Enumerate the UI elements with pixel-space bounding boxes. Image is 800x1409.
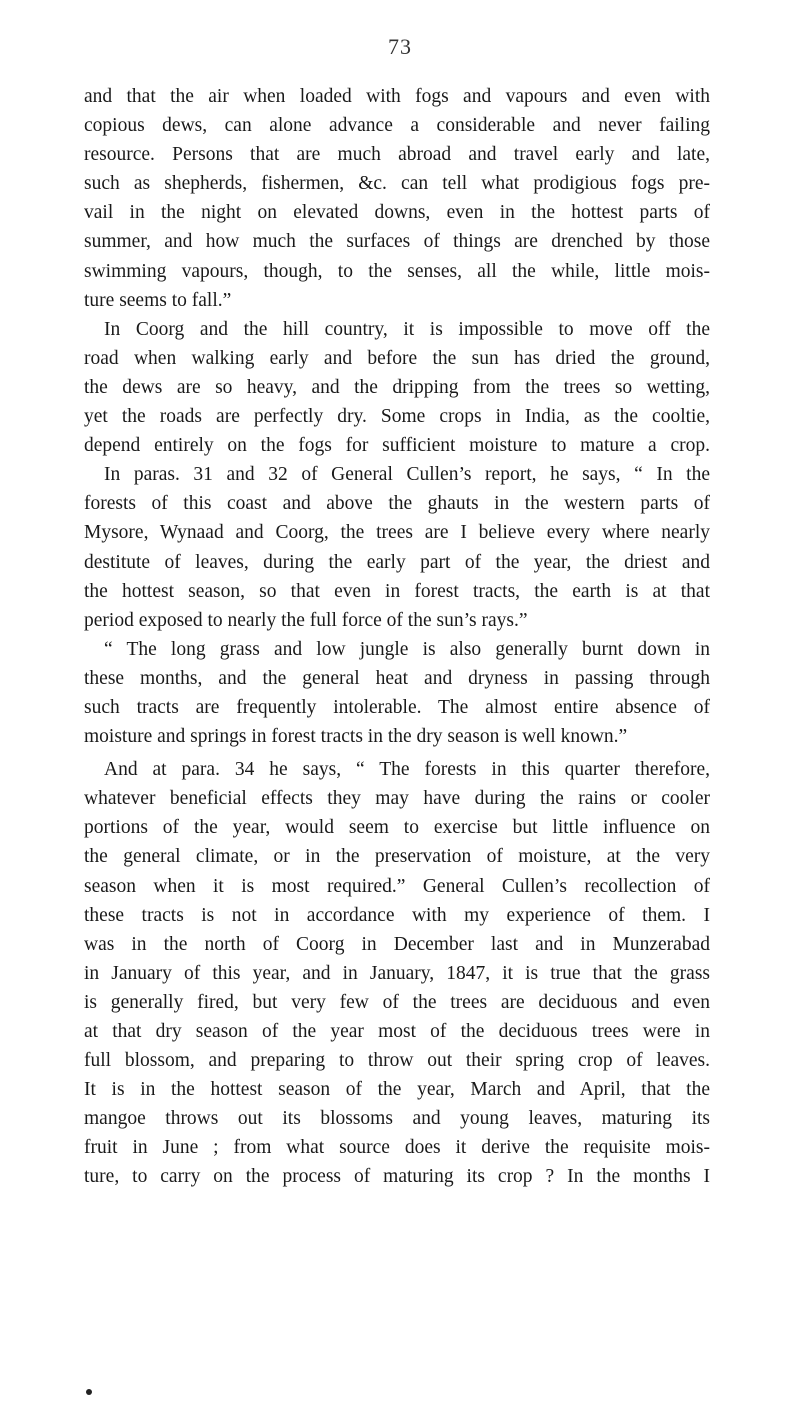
text-line: moisture and springs in forest tracts in the dry season is well known.” — [84, 726, 628, 748]
text-line: “ The long grass and low jungle is also generally burnt down in — [104, 638, 710, 660]
text-line: these months, and the general heat and dryness in passing through — [84, 667, 710, 689]
body-text — [84, 82, 710, 1192]
text-line: is generally fired, but very few of the trees are deciduous and even — [84, 991, 710, 1013]
text-line: vail in the night on elevated downs, even in the hottest parts of — [84, 202, 710, 224]
text-line: the hottest season, so that even in forest tracts, the earth is at that — [84, 580, 710, 602]
text-line: In Coorg and the hill country, it is impossible to move off the — [104, 318, 710, 340]
text-line: forests of this coast and above the ghauts in the western parts of — [84, 493, 710, 515]
text-line: resource. Persons that are much abroad and travel early and late, — [84, 144, 710, 166]
text-line: summer, and how much the surfaces of things are drenched by those — [84, 231, 710, 253]
text-line: such tracts are frequently intolerable. The almost entire absence of — [84, 696, 710, 718]
text-line: road when walking early and before the sun has dried the ground, — [84, 347, 710, 369]
text-line: depend entirely on the fogs for sufficient moisture to mature a crop. — [84, 435, 710, 457]
ink-speck — [86, 1389, 92, 1395]
text-line: And at para. 34 he says, “ The forests in this quarter therefore, — [104, 759, 710, 781]
text-line: Mysore, Wynaad and Coorg, the trees are I believe every where nearly — [84, 522, 710, 544]
text-line: and that the air when loaded with fogs and vapours and even with — [84, 86, 710, 107]
text-line: It is in the hottest season of the year, March and April, that the — [84, 1079, 710, 1101]
text-line: swimming vapours, though, to the senses, all the while, little mois- — [84, 260, 710, 282]
text-line: the dews are so heavy, and the dripping from the trees so wetting, — [84, 376, 710, 398]
text-line: was in the north of Coorg in December last and in Munzerabad — [84, 933, 710, 955]
text-line: in January of this year, and in January, 1847, it is true that the grass — [84, 962, 710, 984]
text-line: the general climate, or in the preservation of moisture, at the very — [84, 846, 710, 868]
text-line: such as shepherds, fishermen, &c. can tell what prodigious fogs pre- — [84, 173, 710, 195]
text-line: whatever beneficial effects they may have during the rains or cooler — [84, 788, 710, 810]
text-line: ture seems to fall.” — [84, 289, 232, 311]
text-line: mangoe throws out its blossoms and young leaves, maturing its — [84, 1108, 710, 1130]
text-line: these tracts is not in accordance with my experience of them. I — [84, 904, 710, 926]
text-line: full blossom, and preparing to throw out their spring crop of leaves. — [84, 1050, 710, 1072]
page-number: 73 — [388, 34, 412, 59]
text-line: season when it is most required.” General Cullen’s recollection of — [84, 875, 710, 897]
text-line: fruit in June ; from what source does it derive the requisite mois- — [84, 1137, 710, 1159]
text-line: portions of the year, would seem to exercise but little influence on — [84, 817, 710, 839]
text-line: ture, to carry on the process of maturing its crop ? In the months I — [84, 1166, 710, 1188]
text-line: period exposed to nearly the full force of the sun’s rays.” — [84, 609, 528, 631]
text-line: destitute of leaves, during the early part of the year, the driest and — [84, 551, 710, 573]
text-line: yet the roads are perfectly dry. Some crops in India, as the cooltie, — [84, 406, 710, 428]
text-line: at that dry season of the year most of the deciduous trees were in — [84, 1021, 710, 1042]
text-line: In paras. 31 and 32 of General Cullen’s report, he says, “ In the — [104, 464, 710, 486]
text-line: copious dews, can alone advance a considerable and never failing — [84, 115, 710, 137]
